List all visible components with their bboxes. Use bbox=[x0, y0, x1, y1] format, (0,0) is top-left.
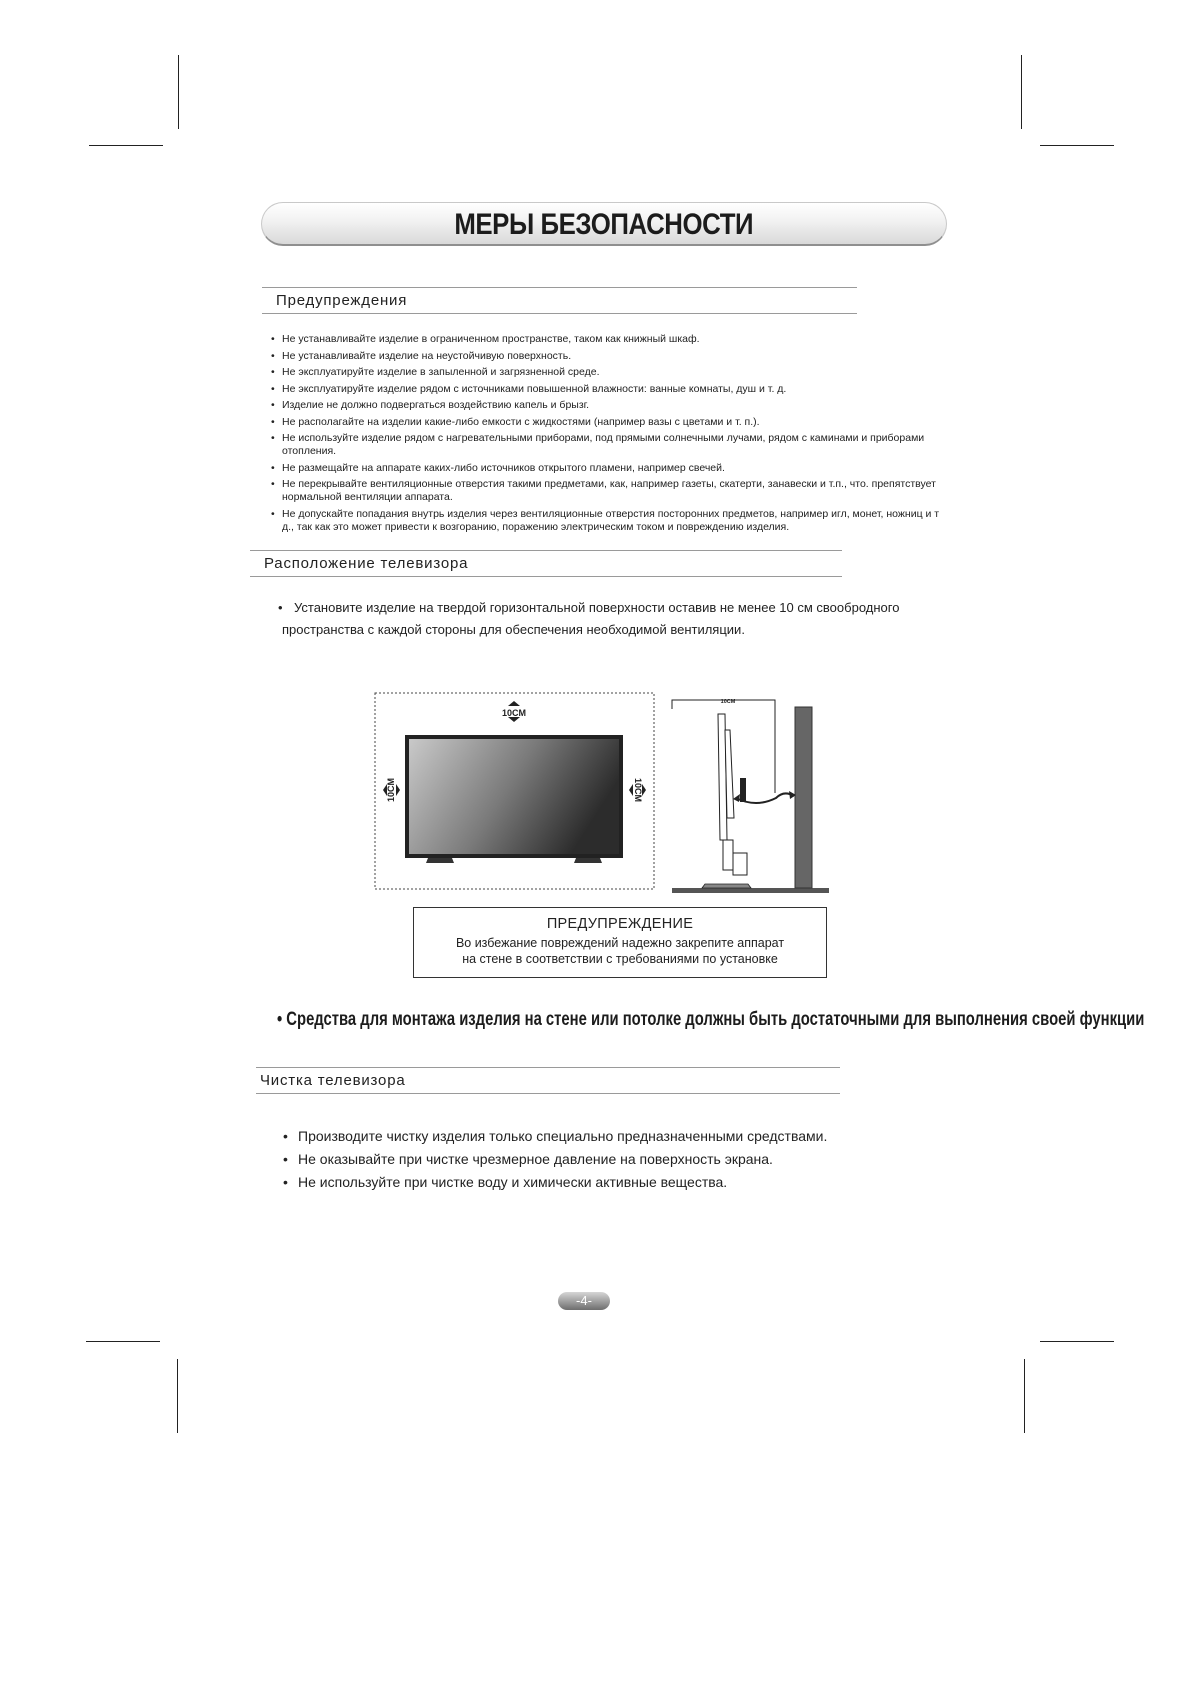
list-item: • Не размещайте на аппарате каких-либо источников открытого пламени, например свечей. bbox=[270, 462, 945, 475]
list-item: • Не допускайте попадания внутрь изделия через вентиляционные отверстия посторонних предметов, например игл, монет, ножниц и т д., так как это может привести к возгоранию, поражению электрическим током и повреждению изделия. bbox=[270, 508, 945, 534]
tv-front-view bbox=[405, 735, 623, 863]
side-clearance-dimension bbox=[672, 700, 796, 803]
warnings-list bbox=[270, 333, 945, 537]
list-item: • Не перекрывайте вентиляционные отверстия такими предметами, как, например газеты, скатерти, занавески и т.п., что. препятствует нормальной вентиляции аппарата. bbox=[270, 478, 945, 504]
crop-mark bbox=[1040, 145, 1114, 146]
warning-box bbox=[413, 907, 827, 978]
bullet: • bbox=[277, 1009, 287, 1030]
list-item: • Не эксплуатируйте изделие в запыленной и загрязненной среде. bbox=[270, 366, 945, 379]
ventilation-diagram bbox=[370, 690, 840, 895]
cleaning-list bbox=[280, 1125, 980, 1194]
page-number: -4- bbox=[558, 1292, 610, 1310]
side-clearance-label: 10CM bbox=[720, 699, 736, 705]
crop-mark bbox=[86, 1341, 160, 1342]
list-item: • Не устанавливайте изделие на неустойчивую поверхность. bbox=[270, 350, 945, 363]
list-item: • Не эксплуатируйте изделие рядом с источниками повышенной влажности: ванные комнаты, душ и т. д. bbox=[270, 383, 945, 396]
bullet: • bbox=[278, 600, 283, 615]
list-item: • Не используйте изделие рядом с нагревательными приборами, под прямыми солнечными лучами, рядом с каминами и приборами отопления. bbox=[270, 432, 945, 458]
mounting-note-text: Средства для монтажа изделия на стене или потолке должны быть достаточными для выполнения своей функции bbox=[286, 1009, 1145, 1030]
warning-box-line: на стене в соответствии с требованиями по установке bbox=[462, 952, 778, 966]
list-item: • Не используйте при чистке воду и химически активные вещества. bbox=[280, 1171, 980, 1194]
list-item: • Не оказывайте при чистке чрезмерное давление на поверхность экрана. bbox=[280, 1148, 980, 1171]
top-clearance-label: 10CM bbox=[501, 708, 527, 718]
placement-text bbox=[276, 597, 956, 641]
crop-mark bbox=[1040, 1341, 1114, 1342]
list-item: • Изделие не должно подвергаться воздействию капель и брызг. bbox=[270, 399, 945, 412]
crop-mark bbox=[89, 145, 163, 146]
crop-mark bbox=[178, 55, 179, 129]
warning-box-title: ПРЕДУПРЕЖДЕНИЕ bbox=[546, 916, 694, 932]
mounting-note bbox=[277, 1009, 1145, 1031]
section-heading-placement: Расположение телевизора bbox=[250, 550, 842, 577]
placement-paragraph: Установите изделие на твердой горизонтальной поверхности оставив не менее 10 см свообродного пространства с каждой стороны для обеспечения необходимой вентиляции. bbox=[282, 600, 900, 637]
crop-mark bbox=[177, 1359, 178, 1433]
warning-box-line: Во избежание повреждений надежно закрепите аппарат bbox=[455, 936, 785, 950]
right-clearance-label: 10CM bbox=[633, 777, 643, 803]
list-item: • Производите чистку изделия только специально предназначенными средствами. bbox=[280, 1125, 980, 1148]
tv-side-view bbox=[672, 707, 829, 893]
page-title: МЕРЫ БЕЗОПАСНОСТИ bbox=[454, 208, 754, 241]
left-clearance-label: 10CM bbox=[386, 777, 396, 803]
list-item: • Не располагайте на изделии какие-либо емкости с жидкостями (например вазы с цветами и т. п.). bbox=[270, 416, 945, 429]
page-title-banner bbox=[261, 202, 947, 246]
list-item: • Не устанавливайте изделие в ограниченном пространстве, таком как книжный шкаф. bbox=[270, 333, 945, 346]
section-heading-warnings: Предупреждения bbox=[262, 287, 857, 314]
crop-mark bbox=[1024, 1359, 1025, 1433]
crop-mark bbox=[1021, 55, 1022, 129]
section-heading-cleaning: Чистка телевизора bbox=[256, 1067, 840, 1094]
